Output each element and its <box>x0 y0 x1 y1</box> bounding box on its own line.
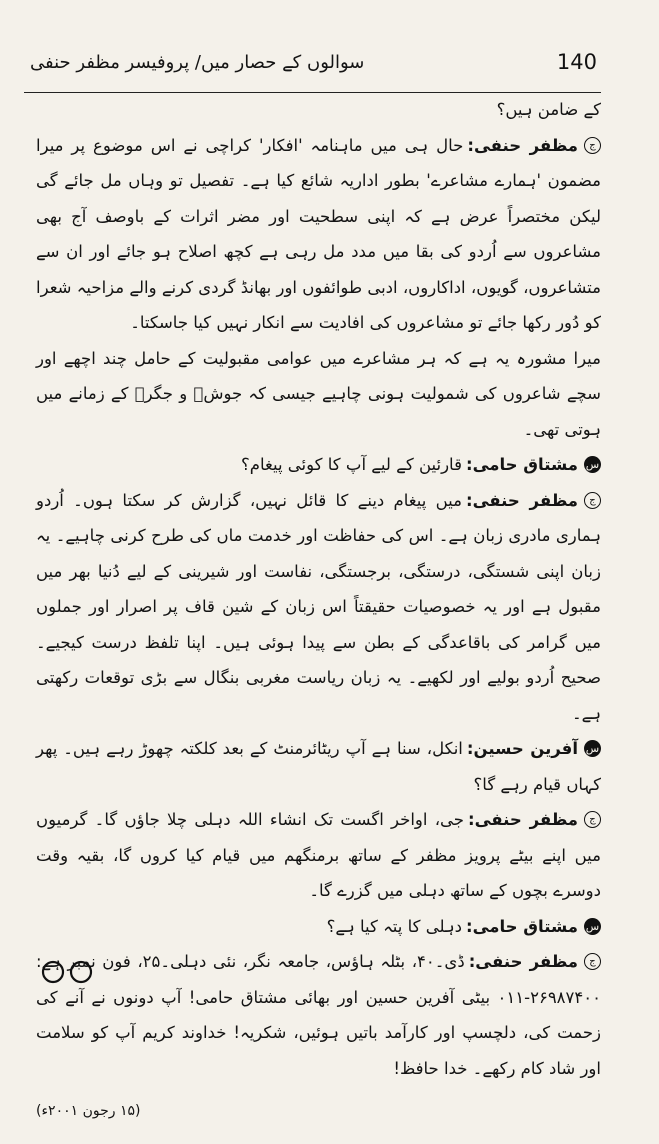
answer-entry <box>36 128 601 341</box>
question-entry <box>36 731 601 802</box>
speaker-name: آفرین حسین: <box>466 739 578 758</box>
continuation-line: کے ضامن ہیں؟ <box>496 100 601 119</box>
question-entry <box>36 447 601 483</box>
page-number: 140 <box>556 50 597 74</box>
filled-circle-icon: س <box>585 458 600 471</box>
question-text: قارئین کے لیے آپ کا کوئی پیغام؟ <box>241 455 462 474</box>
question-entry <box>36 909 601 945</box>
circled-letter-icon: ج <box>584 811 601 828</box>
interview-text <box>36 92 601 1144</box>
circled-letter-icon: ج <box>584 953 601 970</box>
filled-circle-icon: س <box>585 919 600 933</box>
answer-entry <box>36 802 601 909</box>
answer-entry <box>36 483 601 732</box>
question-text: دہلی کا پتہ کیا ہے؟ <box>326 916 462 936</box>
speaker-name: مظفر حنفی: <box>465 490 578 510</box>
end-of-chapter-mark <box>38 960 98 984</box>
answer-text: جی، اواخر اگست تک انشاء اللہ دہلی چلا جاؤں گا۔ گرمیوں میں اپنے بیٹے پرویز مظفر کے ساتھ برمنگھم میں قیام کیا کروں گا، بقیہ وقت دوسرے بچوں کے ساتھ دہلی میں گزرے گا۔ <box>36 810 601 900</box>
interview-date: (۱۵ رجون ۲۰۰۱ء) <box>36 1103 141 1119</box>
double-circle-icon <box>38 960 98 984</box>
running-head: سوالوں کے حصار میں/ پروفیسر مظفر حنفی <box>30 52 365 73</box>
answer-entry <box>36 944 601 1086</box>
circled-letter-icon: ج <box>584 492 601 509</box>
speaker-name: مظفر حنفی: <box>467 135 579 155</box>
answer-text: میں پیغام دینے کا قائل نہیں، گزارش کر سکتا ہوں۔ اُردو ہماری مادری زبان ہے۔ اس کی حفاظت اور خدمت ماں کی طرح کرنی چاہیے۔ یہ زبان اپنی شستگی، درستگی، برجستگی، نفاست اور شیرینی کے لیے دُنیا بھر میں مقبول ہے اور یہ خصوصیات حقیقتاً اس زبان کے شین قاف پر اصرار اور جملوں میں گرامر کی باقاعدگی کے بطن سے پیدا ہوئی ہیں۔ اپنا تلفظ درست کیجیے۔ صحیح اُردو بولیے اور لکھیے۔ یہ زبان ریاست مغربی بنگال سے بڑی توقعات رکھتی ہے۔ <box>36 490 601 723</box>
circled-letter-icon: ج <box>584 137 601 154</box>
paragraph: میرا مشورہ یہ ہے کہ ہر مشاعرے میں عوامی مقبولیت کے حامل چند اچھے اور سچے شاعروں کی شمولیت ہونی چاہیے جیسی کہ جوشؔ و جگرؔ کے زمانے میں ہوتی تھی۔ <box>36 348 601 439</box>
question-text: انکل، سنا ہے آپ ریٹائرمنٹ کے بعد کلکتہ چھوڑ رہے ہیں۔ پھر کہاں قیام رہے گا؟ <box>36 739 601 794</box>
speaker-name: مشتاق حامی: <box>465 916 578 936</box>
speaker-name: مظفر حنفی: <box>468 952 578 971</box>
page-header <box>24 48 601 93</box>
speaker-name: مشتاق حامی: <box>465 455 578 474</box>
speaker-name: مظفر حنفی: <box>468 810 578 829</box>
filled-circle-icon: س <box>585 742 600 755</box>
answer-text: ڈی۔۴۰، بٹلہ ہاؤس، جامعہ نگر، نئی دہلی۔۲۵، فون نمبر ہے: ۲۶۹۸۷۴۰۰-۰۱۱ بیٹی آفرین حسین اور بھائی مشتاق حامی! آپ دونوں نے آنے کی زحمت کی، دلچسپ اور کارآمد باتیں ہوئیں، شکریہ! خداوند کریم آپ کو سلامت اور شاد کام رکھے۔ خدا حافظ! <box>36 952 601 1078</box>
answer-text: حال ہی میں ماہنامہ 'افکار' کراچی نے اس موضوع پر میرا مضمون 'ہمارے مشاعرے' بطور اداریہ شائع کیا ہے۔ تفصیل تو وہاں مل جائے گی لیکن مختصراً عرض ہے کہ اپنی سطحیت اور مضر اثرات کے باوصف آج بھی مشاعروں سے اُردو کی بقا میں مدد مل رہی ہے کچھ اصلاح ہو جائے اور ان سے متشاعروں، گویوں، اداکاروں، ادبی طوائفوں اور بھانڈ گردی کرنے والے مزاحیہ شعرا کو دُور رکھا جائے تو مشاعروں کی افادیت سے انکار نہیں کیا جاسکتا۔ <box>36 135 601 332</box>
